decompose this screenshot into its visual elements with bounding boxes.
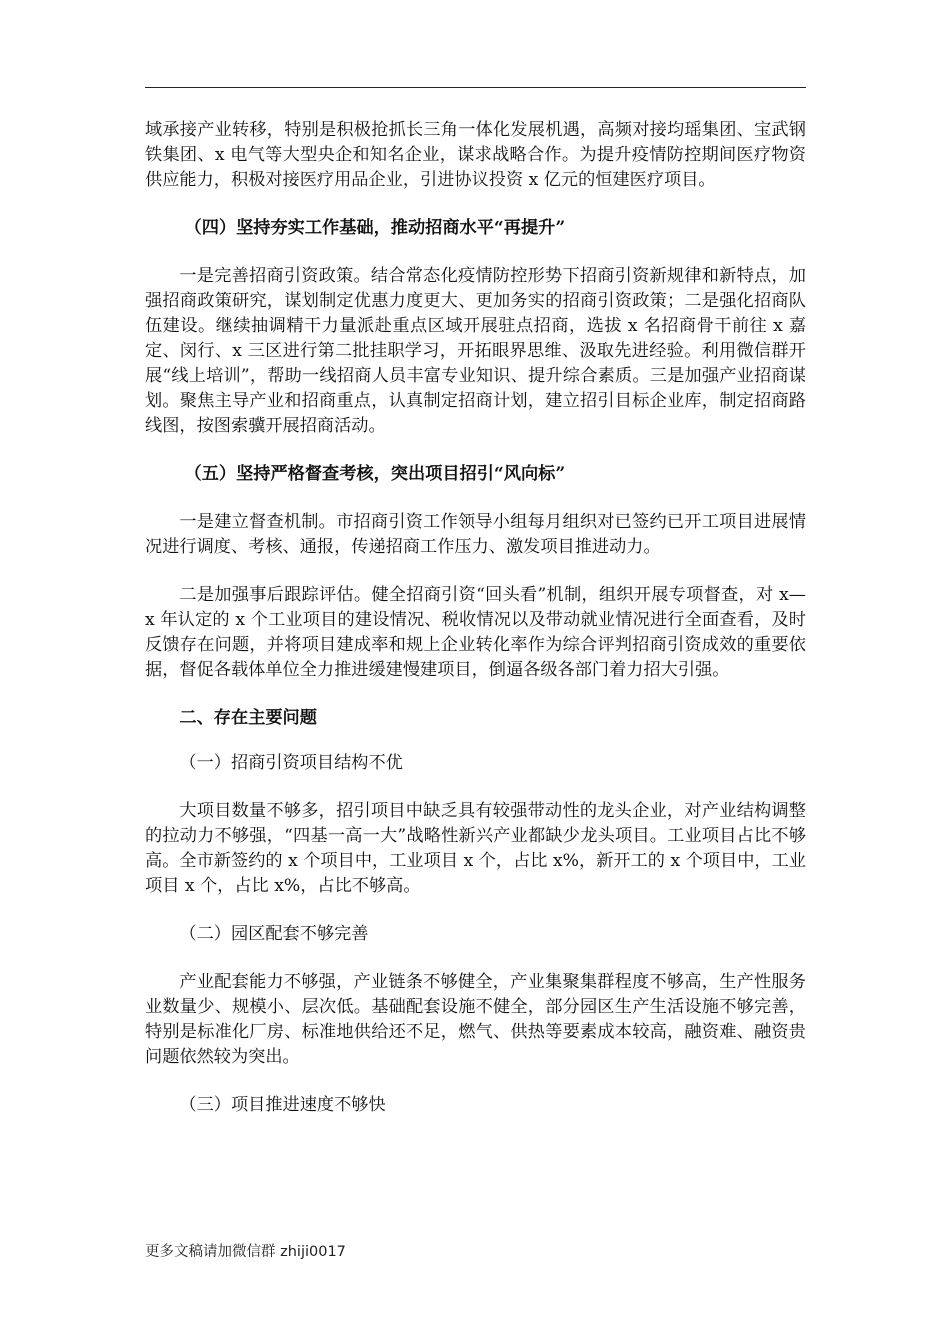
paragraph-recruitment-policy: 一是完善招商引资政策。结合常态化疫情防控形势下招商引资新规律和新特点，加强招商政策研究，谋划制定优惠力度更大、更加务实的招商引资政策；二是强化招商队伍建设。继续抽调精干力量派赴重点区域开展驻点招商，选拔 x 名招商骨干前往 x 嘉定、闵行、x 三区进行第二批挂职学习，开拓眼界思维、汲取先进经验。利用微信群开展“线上培训”，帮助一线招商人员丰富专业知识、提升综合素质。三是加强产业招商谋划。聚焦主导产业和招商重点，认真制定招商计划，建立招引目标企业库，制定招商路线图，按图索骥开展招商活动。 [145,266,806,436]
subheading-1: （一）招商引资项目结构不优 [179,753,403,773]
page-footer: 更多文稿请加微信群 zhiji0017 [145,1244,346,1260]
paragraph-project-structure: 大项目数量不够多，招引项目中缺乏具有较强带动性的龙头企业，对产业结构调整的拉动力不够强，“四基一高一大”战略性新兴产业都缺少龙头项目。工业项目占比不够高。全市新签约的 x 个项目中，工业项目 x 个，占比 x%，新开工的 x 个项目中，工业项目 x 个，占比 x%，占比不够高。 [145,801,806,896]
subheading-3: （三）项目推进速度不够快 [179,1095,386,1115]
paragraph-park-facilities: 产业配套能力不够强，产业链条不够健全，产业集聚集群程度不够高，生产性服务业数量少、规模小、层次低。基础配套设施不健全，部分园区生产生活设施不够完善，特别是标准化厂房、标准地供给还不足，燃气、供热等要素成本较高，融资难、融资贵问题依然较为突出。 [145,972,806,1067]
paragraph-followup-evaluation: 二是加强事后跟踪评估。健全招商引资“回头看”机制，组织开展专项督查，对 x—x 年认定的 x 个工业项目的建设情况、税收情况以及带动就业情况进行全面查看，及时反馈存在问题，并将项目建成率和规上企业转化率作为综合评判招商引资成效的重要依据，督促各载体单位全力推进缓建慢建项目，倒逼各级各部门着力招大引强。 [145,585,806,680]
paragraph-continuation: 域承接产业转移，特别是积极抢抓长三角一体化发展机遇，高频对接均瑶集团、宝武钢铁集团、x 电气等大型央企和知名企业，谋求战略合作。为提升疫情防控期间医疗物资供应能力，积极对接医疗用品企业，引进协议投资 x 亿元的恒建医疗项目。 [145,120,806,190]
chapter-heading-problems: 二、存在主要问题 [179,708,317,728]
header-rule [145,87,806,88]
document-body [145,118,806,1118]
section-heading-4: （四）坚持夯实工作基础，推动招商水平“再提升” [184,218,566,238]
section-heading-5: （五）坚持严格督查考核，突出项目招引“风向标” [184,464,566,484]
paragraph-supervision-mechanism: 一是建立督查机制。市招商引资工作领导小组每月组织对已签约已开工项目进展情况进行调度、考核、通报，传递招商工作压力、激发项目推进动力。 [145,512,806,557]
subheading-2: （二）园区配套不够完善 [179,924,369,944]
